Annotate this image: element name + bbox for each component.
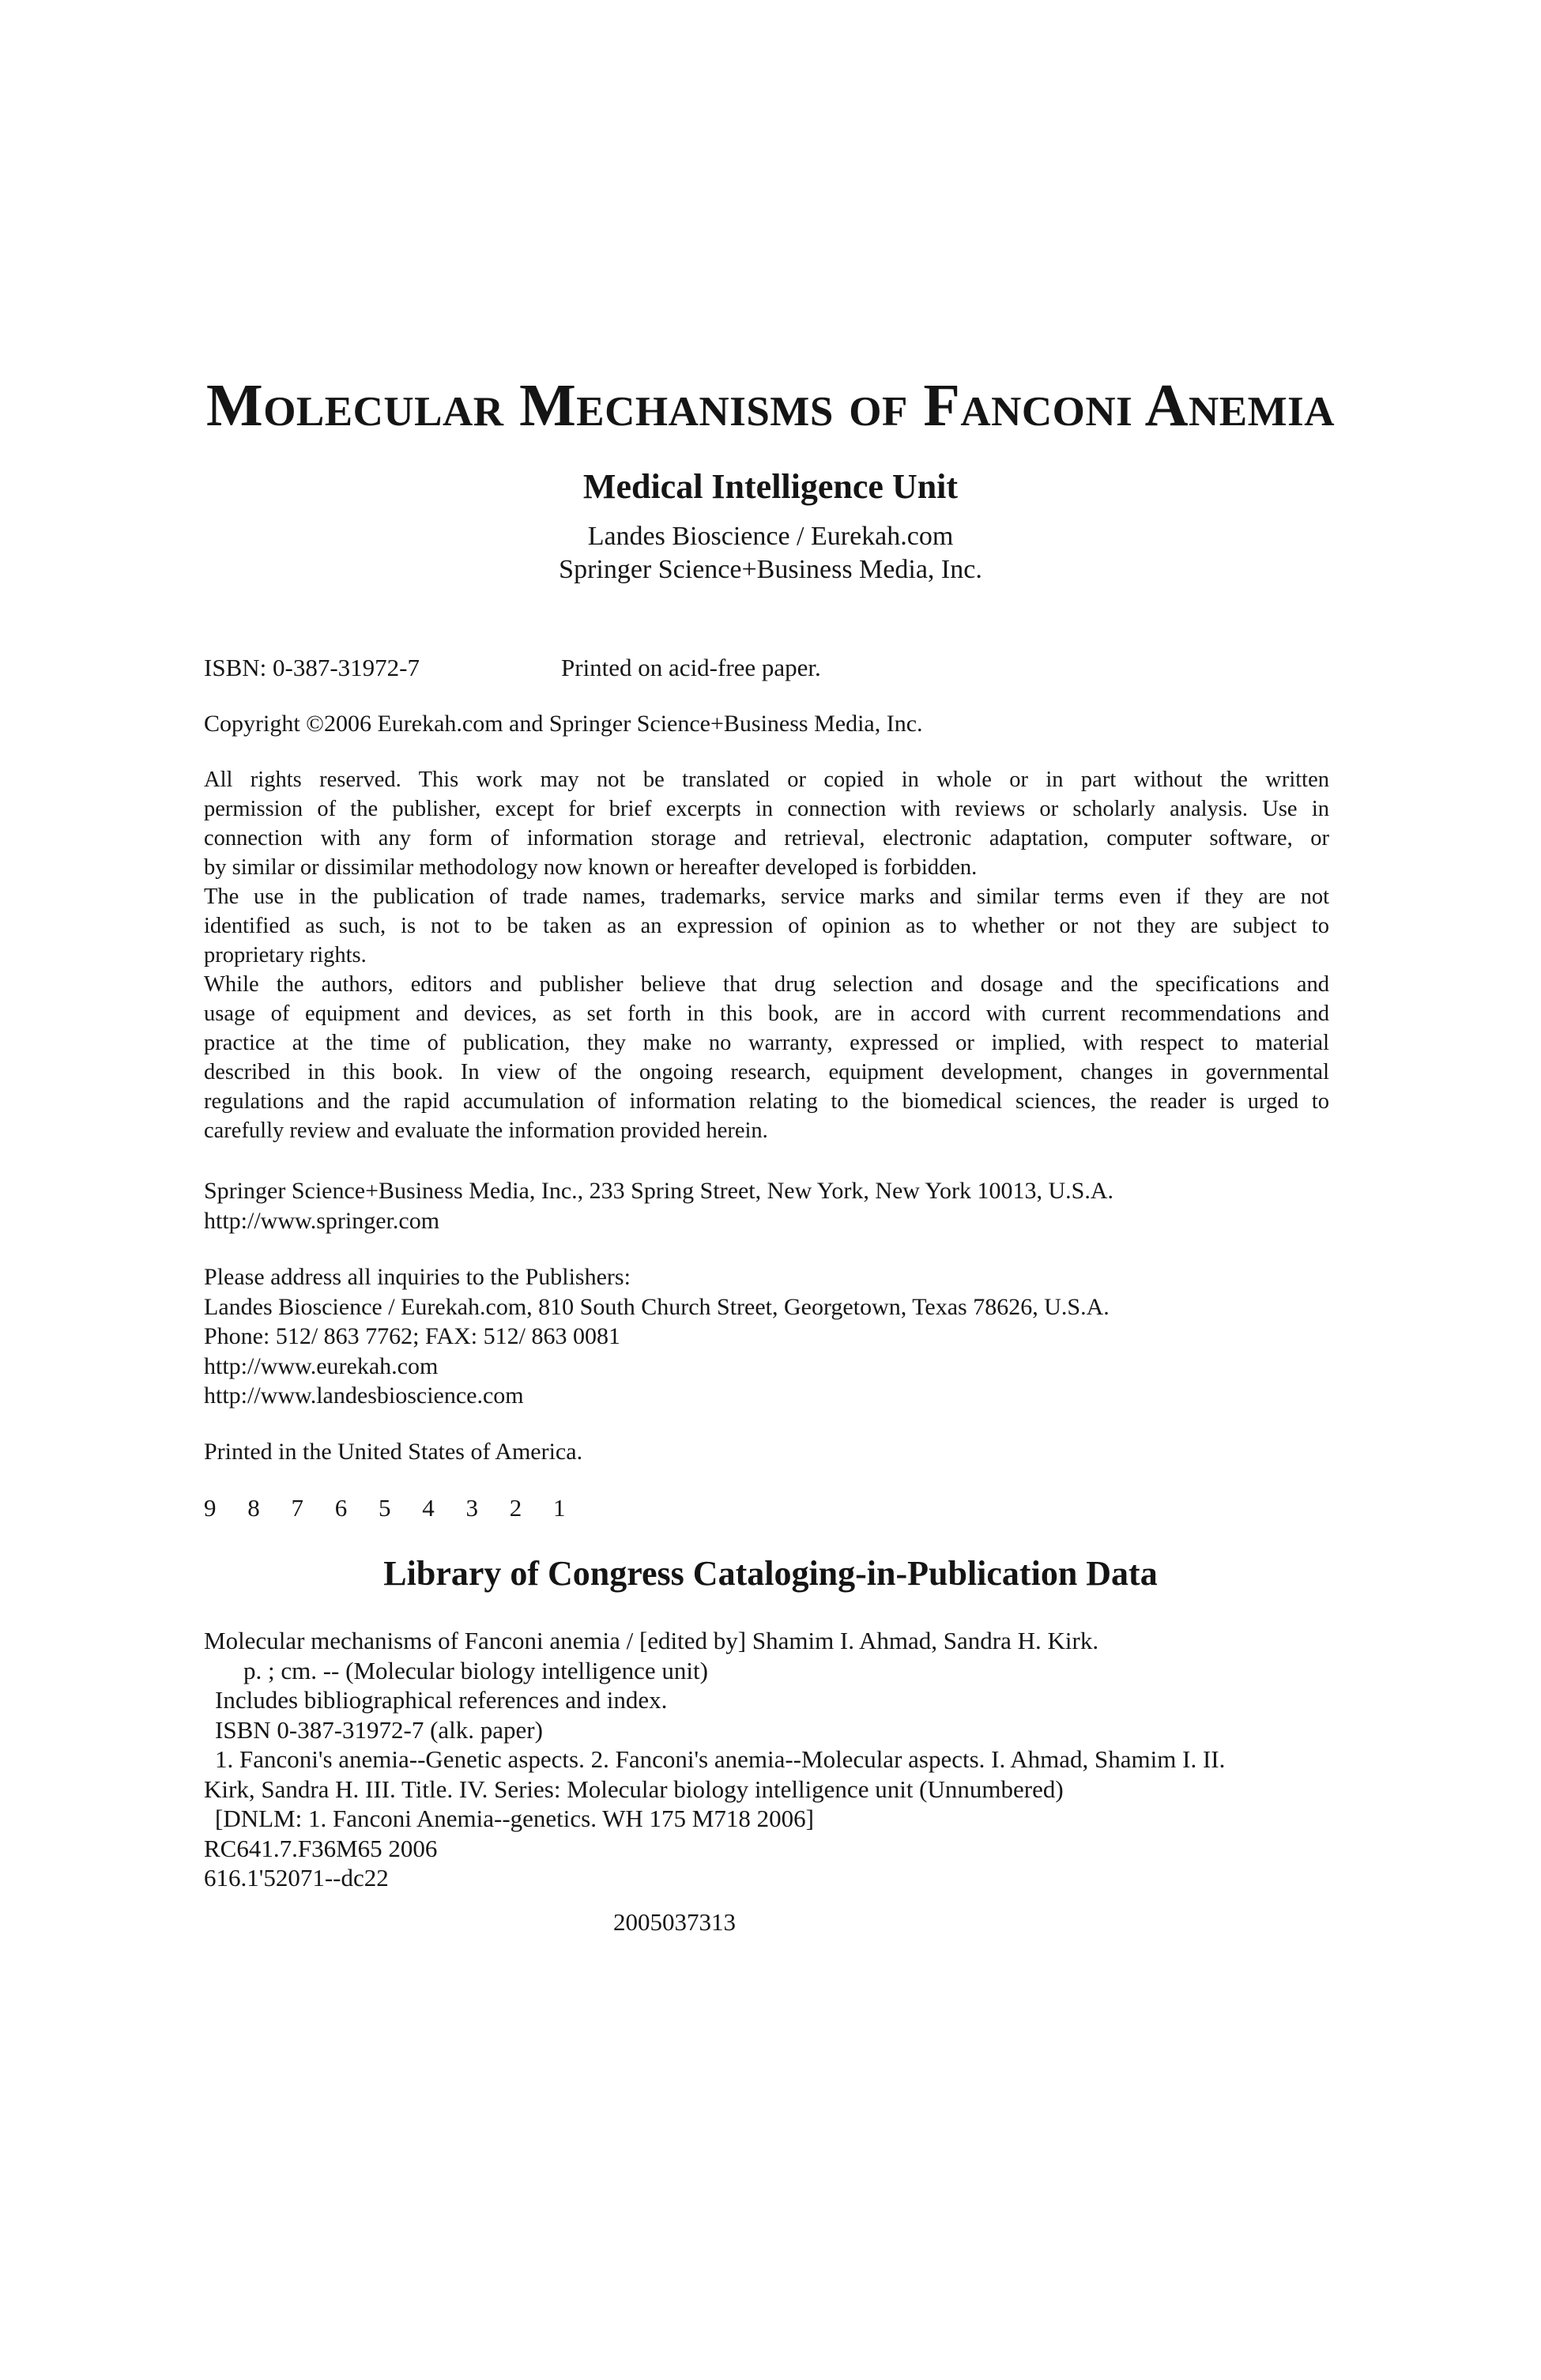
- series-name: Medical Intelligence Unit: [582, 467, 959, 506]
- cip-line: Molecular mechanisms of Fanconi anemia / [edited by] Shamim I. Ahmad, Sandra H. Kirk.: [204, 1627, 1099, 1654]
- lccn: 2005037313: [613, 1908, 736, 1936]
- trademarks-line: identified as such, is not to be taken as an expression of opinion as to whether or not they are subject to: [204, 914, 1329, 938]
- inquiries-intro: Please address all inquiries to the Publishers:: [204, 1264, 631, 1290]
- disclaimer-line: usage of equipment and devices, as set forth in this book, are in accord with current recommendations and: [204, 1001, 1329, 1026]
- rights-line: connection with any form of information storage and retrieval, electronic adaptation, computer software, or: [204, 826, 1329, 851]
- landes-url: http://www.landesbioscience.com: [204, 1382, 524, 1409]
- disclaimer-line: carefully review and evaluate the information provided herein.: [204, 1118, 768, 1143]
- eurekah-url: http://www.eurekah.com: [204, 1352, 439, 1379]
- landes-address: Landes Bioscience / Eurekah.com, 810 South Church Street, Georgetown, Texas 78626, U.S.A.: [204, 1293, 1110, 1320]
- cip-line: RC641.7.F36M65 2006: [204, 1834, 438, 1862]
- springer-address: [204, 1176, 1113, 1235]
- disclaimer-paragraph: [204, 970, 1329, 1145]
- printed-in: Printed in the United States of America.: [204, 1439, 583, 1465]
- cip-line: Includes bibliographical references and index.: [215, 1686, 668, 1714]
- springer-address-line: Springer Science+Business Media, Inc., 233 Spring Street, New York, New York 10013, U.S.A.: [204, 1178, 1114, 1204]
- cip-line: Kirk, Sandra H. III. Title. IV. Series: Molecular biology intelligence unit (Unnumbered): [204, 1775, 1064, 1803]
- cip-line: 1. Fanconi's anemia--Genetic aspects. 2. Fanconi's anemia--Molecular aspects. I. Ahmad, Shamim I. II.: [215, 1745, 1226, 1773]
- book-title: Molecular Mechanisms of Fanconi Anemia: [205, 372, 1336, 439]
- isbn: ISBN: 0-387-31972-7: [204, 654, 420, 681]
- disclaimer-line: practice at the time of publication, they make no warranty, expressed or implied, with respect to material: [204, 1031, 1329, 1055]
- printing-number-line: 9 8 7 6 5 4 3 2 1: [204, 1494, 578, 1522]
- disclaimer-line: regulations and the rapid accumulation of information relating to the biomedical sciences, the reader is urged to: [204, 1089, 1329, 1114]
- springer-url: http://www.springer.com: [204, 1207, 440, 1234]
- cip-line: [DNLM: 1. Fanconi Anemia--genetics. WH 175 M718 2006]: [215, 1805, 814, 1832]
- trademarks-paragraph: [204, 882, 1329, 970]
- disclaimer-line: While the authors, editors and publisher believe that drug selection and dosage and the specifications and: [204, 972, 1329, 997]
- cip-line: 616.1'52071--dc22: [204, 1864, 389, 1892]
- phone-fax: Phone: 512/ 863 7762; FAX: 512/ 863 0081: [204, 1323, 620, 1349]
- publisher-line-2: Springer Science+Business Media, Inc.: [559, 555, 982, 584]
- cip-line: p. ; cm. -- (Molecular biology intelligence unit): [243, 1656, 708, 1684]
- cip-data: [204, 1626, 1225, 1893]
- copyright-line: Copyright ©2006 Eurekah.com and Springer Science+Business Media, Inc.: [204, 711, 923, 737]
- trademarks-line: The use in the publication of trade names, trademarks, service marks and similar terms even if they are not: [204, 884, 1329, 909]
- cip-heading: Library of Congress Cataloging-in-Publication Data: [383, 1554, 1158, 1593]
- rights-line: All rights reserved. This work may not be translated or copied in whole or in part without the written: [204, 768, 1329, 792]
- publisher-line-1: Landes Bioscience / Eurekah.com: [587, 522, 954, 551]
- rights-line: permission of the publisher, except for brief excerpts in connection with reviews or scholarly analysis. Use in: [204, 797, 1329, 821]
- disclaimer-line: described in this book. In view of the ongoing research, equipment development, changes in governmental: [204, 1060, 1329, 1084]
- inquiries-block: [204, 1262, 1110, 1411]
- rights-line: by similar or dissimilar methodology now known or hereafter developed is forbidden.: [204, 855, 978, 880]
- acid-free-note: Printed on acid-free paper.: [561, 654, 821, 681]
- cip-line: ISBN 0-387-31972-7 (alk. paper): [215, 1715, 543, 1744]
- rights-paragraph: [204, 765, 1329, 882]
- trademarks-line: proprietary rights.: [204, 943, 367, 967]
